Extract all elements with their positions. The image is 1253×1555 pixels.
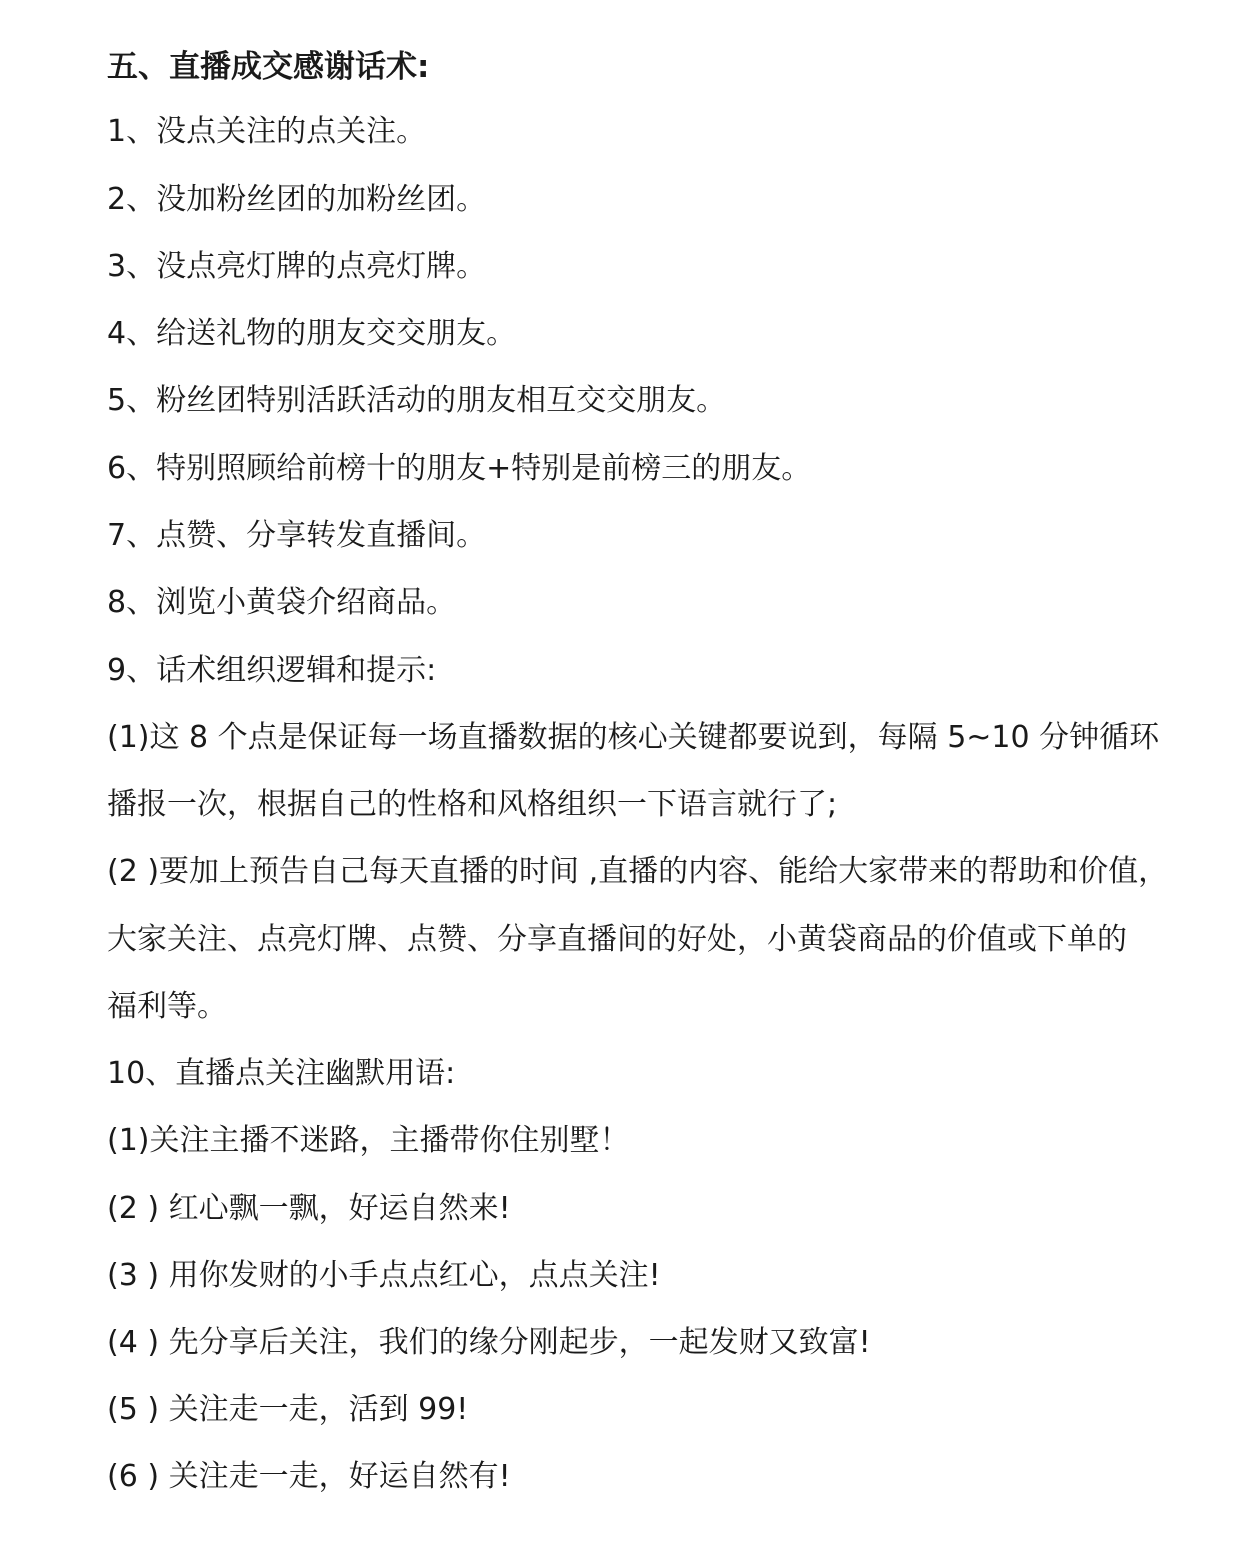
tip-item-5: 5、粉丝团特别活跃活动的朋友相互交交朋友。 — [107, 383, 727, 418]
tip-item-3: 3、没点亮灯牌的点亮灯牌。 — [107, 249, 487, 284]
humor-phrase-4: (4 ) 先分享后关注，我们的缘分刚起步，一起发财又致富! — [107, 1325, 871, 1360]
tip-item-2: 2、没加粉丝团的加粉丝团。 — [107, 182, 487, 217]
tip-item-10: 10、直播点关注幽默用语: — [107, 1056, 456, 1091]
tip-item-6: 6、特别照顾给前榜十的朋友+特别是前榜三的朋友。 — [107, 451, 812, 486]
tip-item-9: 9、话术组织逻辑和提示: — [107, 653, 437, 688]
humor-phrase-1: (1)关注主播不迷路，主播带你住别墅！ — [107, 1123, 630, 1158]
humor-phrase-6: (6 ) 关注走一走，好运自然有! — [107, 1459, 511, 1494]
note-1-line-1: (1)这 8 个点是保证每一场直播数据的核心关键都要说到，每隔 5~10 分钟循环 — [107, 720, 1160, 755]
note-2-line-1: (2 )要加上预告自己每天直播的时间 ,直播的内容、能给大家带来的帮助和价值， — [107, 854, 1169, 889]
note-2-line-2: 大家关注、点亮灯牌、点赞、分享直播间的好处，小黄袋商品的价值或下单的 — [107, 922, 1127, 957]
tip-item-8: 8、浏览小黄袋介绍商品。 — [107, 585, 457, 620]
note-2-line-3: 福利等。 — [107, 989, 227, 1024]
humor-phrase-2: (2 ) 红心飘一飘，好运自然来! — [107, 1191, 511, 1226]
humor-phrase-3: (3 ) 用你发财的小手点点红心，点点关注! — [107, 1258, 661, 1293]
section-heading: 五、直播成交感谢话术: — [107, 49, 430, 85]
tip-item-7: 7、点赞、分享转发直播间。 — [107, 518, 487, 553]
tip-item-4: 4、给送礼物的朋友交交朋友。 — [107, 316, 517, 351]
tip-item-1: 1、没点关注的点关注。 — [107, 114, 427, 149]
humor-phrase-5: (5 ) 关注走一走，活到 99! — [107, 1392, 469, 1427]
note-1-line-2: 播报一次，根据自己的性格和风格组织一下语言就行了; — [107, 787, 838, 822]
